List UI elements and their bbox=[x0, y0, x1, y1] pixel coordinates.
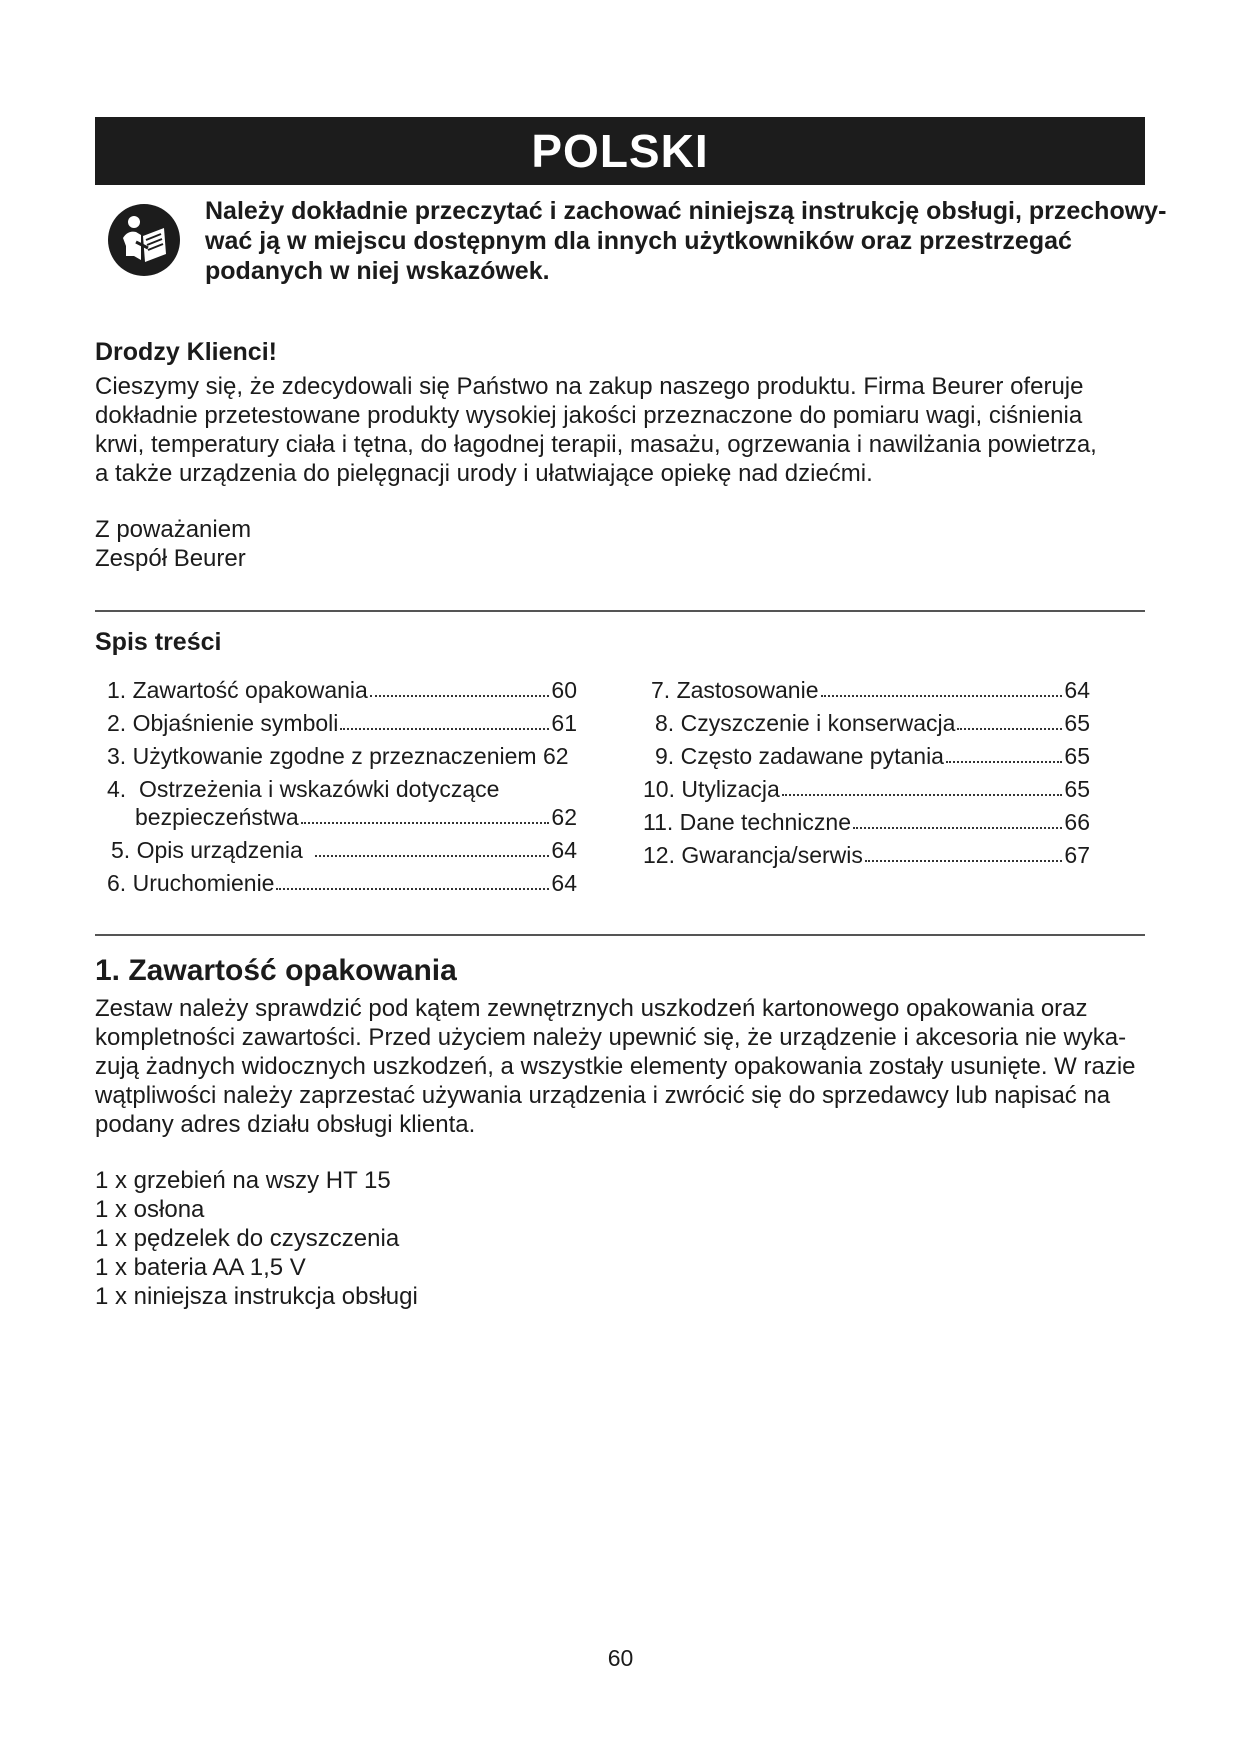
toc-page: 65 bbox=[1064, 710, 1090, 736]
toc-label: Opis urządzenia bbox=[136, 837, 303, 863]
toc-label: Utylizacja bbox=[681, 776, 780, 802]
closing-signature bbox=[95, 515, 251, 573]
toc-number: 3. bbox=[107, 743, 127, 769]
toc-leader bbox=[946, 761, 1062, 763]
paragraph-line: podany adres działu obsługi klienta. bbox=[95, 1111, 476, 1138]
banner-title: POLSKI bbox=[531, 125, 709, 177]
toc-entry[interactable] bbox=[643, 676, 1090, 704]
toc-page: 62 bbox=[542, 743, 569, 769]
divider bbox=[95, 610, 1145, 612]
notice-line: Należy dokładnie przeczytać i zachować niniejszą instrukcję obsługi, przechowy- bbox=[205, 197, 1167, 225]
closing-line: Z poważaniem bbox=[95, 516, 252, 543]
toc-page: 60 bbox=[551, 677, 577, 703]
toc-column-right bbox=[643, 676, 1090, 874]
intro-line: Cieszymy się, że zdecydowali się Państwo na zakup naszego produktu. Firma Beurer oferuje bbox=[95, 373, 1084, 400]
toc-number: 6. bbox=[107, 870, 127, 896]
toc-entry[interactable] bbox=[107, 836, 577, 864]
language-banner bbox=[95, 117, 1145, 185]
toc-entry[interactable] bbox=[107, 742, 577, 770]
toc-leader bbox=[370, 695, 550, 697]
toc-number: 8. bbox=[655, 710, 675, 736]
notice-line: podanych w niej wskazówek. bbox=[205, 257, 550, 285]
toc-number: 12. bbox=[643, 842, 675, 868]
toc-leader bbox=[821, 695, 1063, 697]
toc-page: 65 bbox=[1064, 743, 1090, 769]
toc-page: 64 bbox=[551, 870, 577, 896]
toc-page: 67 bbox=[1064, 842, 1090, 868]
toc-label: Objaśnienie symboli bbox=[132, 710, 339, 736]
toc-entry[interactable] bbox=[107, 869, 577, 897]
toc-page: 65 bbox=[1064, 776, 1090, 802]
toc-leader bbox=[782, 794, 1063, 796]
read-manual-icon bbox=[106, 202, 182, 278]
list-item: 1 x pędzelek do czyszczenia bbox=[95, 1225, 400, 1252]
toc-leader bbox=[276, 888, 549, 890]
toc-label: Dane techniczne bbox=[679, 809, 852, 835]
intro-line: dokładnie przetestowane produkty wysokiej jakości przeznaczone do pomiaru wagi, ciśnienia bbox=[95, 402, 1083, 429]
toc-entry[interactable] bbox=[107, 709, 577, 737]
list-item: 1 x osłona bbox=[95, 1196, 205, 1223]
closing-line: Zespół Beurer bbox=[95, 545, 246, 572]
paragraph-line: kompletności zawartości. Przed użyciem należy upewnić się, że urządzenie i akcesoria nie wyka- bbox=[95, 1024, 1127, 1051]
toc-number: 5. bbox=[111, 837, 131, 863]
paragraph-line: zują żadnych widocznych uszkodzeń, a wszystkie elementy opakowania zostały usunięte. W razie bbox=[95, 1053, 1136, 1080]
paragraph-line: Zestaw należy sprawdzić pod kątem zewnętrznych uszkodzeń kartonowego opakowania oraz bbox=[95, 995, 1088, 1022]
toc-page: 66 bbox=[1064, 809, 1090, 835]
toc-leader bbox=[301, 822, 550, 824]
toc-label: Zastosowanie bbox=[676, 677, 819, 703]
toc-leader bbox=[315, 855, 550, 857]
notice-line: wać ją w miejscu dostępnym dla innych użytkowników oraz przestrzegać bbox=[205, 227, 1072, 255]
toc-number: 9. bbox=[655, 743, 675, 769]
toc-entry[interactable] bbox=[643, 709, 1090, 737]
toc-entry[interactable] bbox=[107, 775, 577, 831]
toc-entry[interactable] bbox=[643, 775, 1090, 803]
toc-page: 64 bbox=[551, 837, 577, 863]
toc-leader bbox=[853, 827, 1062, 829]
toc-page: 62 bbox=[551, 804, 577, 830]
section-paragraph bbox=[95, 994, 1155, 1139]
intro-line: a także urządzenia do pielęgnacji urody i ułatwiające opiekę nad dziećmi. bbox=[95, 460, 873, 487]
section-heading: 1. Zawartość opakowania bbox=[95, 954, 457, 987]
toc-entry[interactable] bbox=[643, 808, 1090, 836]
toc-number: 11. bbox=[643, 809, 674, 835]
toc-entry[interactable] bbox=[107, 676, 577, 704]
list-item: 1 x bateria AA 1,5 V bbox=[95, 1254, 306, 1281]
safety-notice bbox=[205, 196, 1167, 286]
toc-number: 10. bbox=[643, 776, 675, 802]
toc-entry[interactable] bbox=[643, 742, 1090, 770]
toc-column-left bbox=[107, 676, 577, 902]
list-item: 1 x niniejsza instrukcja obsługi bbox=[95, 1283, 418, 1310]
toc-label: bezpieczeństwa bbox=[135, 804, 299, 830]
page-number: 60 bbox=[607, 1645, 634, 1671]
toc-entry[interactable] bbox=[643, 841, 1090, 869]
toc-label: Gwarancja/serwis bbox=[681, 842, 863, 868]
toc-leader bbox=[340, 728, 549, 730]
toc-leader bbox=[865, 860, 1063, 862]
paragraph-line: wątpliwości należy zaprzestać używania urządzenia i zwrócić się do sprzedawcy lub napisać na bbox=[95, 1082, 1111, 1109]
intro-line: krwi, temperatury ciała i tętna, do łagodnej terapii, masażu, ogrzewania i nawilżania powietrza, bbox=[95, 431, 1097, 458]
toc-number: 7. bbox=[651, 677, 671, 703]
toc-heading: Spis treści bbox=[95, 628, 222, 656]
toc-label: Użytkowanie zgodne z przeznaczeniem bbox=[132, 743, 537, 769]
toc-label: Zawartość opakowania bbox=[132, 677, 368, 703]
toc-page: 61 bbox=[551, 710, 577, 736]
toc-number: 2. bbox=[107, 710, 127, 736]
package-contents-list bbox=[95, 1166, 418, 1311]
toc-label: Uruchomienie bbox=[132, 870, 275, 896]
greeting-heading: Drodzy Klienci! bbox=[95, 338, 277, 366]
toc-label: Często zadawane pytania bbox=[680, 743, 944, 769]
toc-label: Czyszczenie i konserwacja bbox=[680, 710, 956, 736]
divider bbox=[95, 934, 1145, 936]
intro-paragraph bbox=[95, 372, 1155, 488]
toc-page: 64 bbox=[1064, 677, 1090, 703]
toc-label: Ostrzeżenia i wskazówki dotyczące bbox=[138, 776, 500, 802]
toc-leader bbox=[957, 728, 1062, 730]
toc-number: 1. bbox=[107, 677, 127, 703]
list-item: 1 x grzebień na wszy HT 15 bbox=[95, 1167, 391, 1194]
toc-number: 4. bbox=[107, 776, 127, 802]
